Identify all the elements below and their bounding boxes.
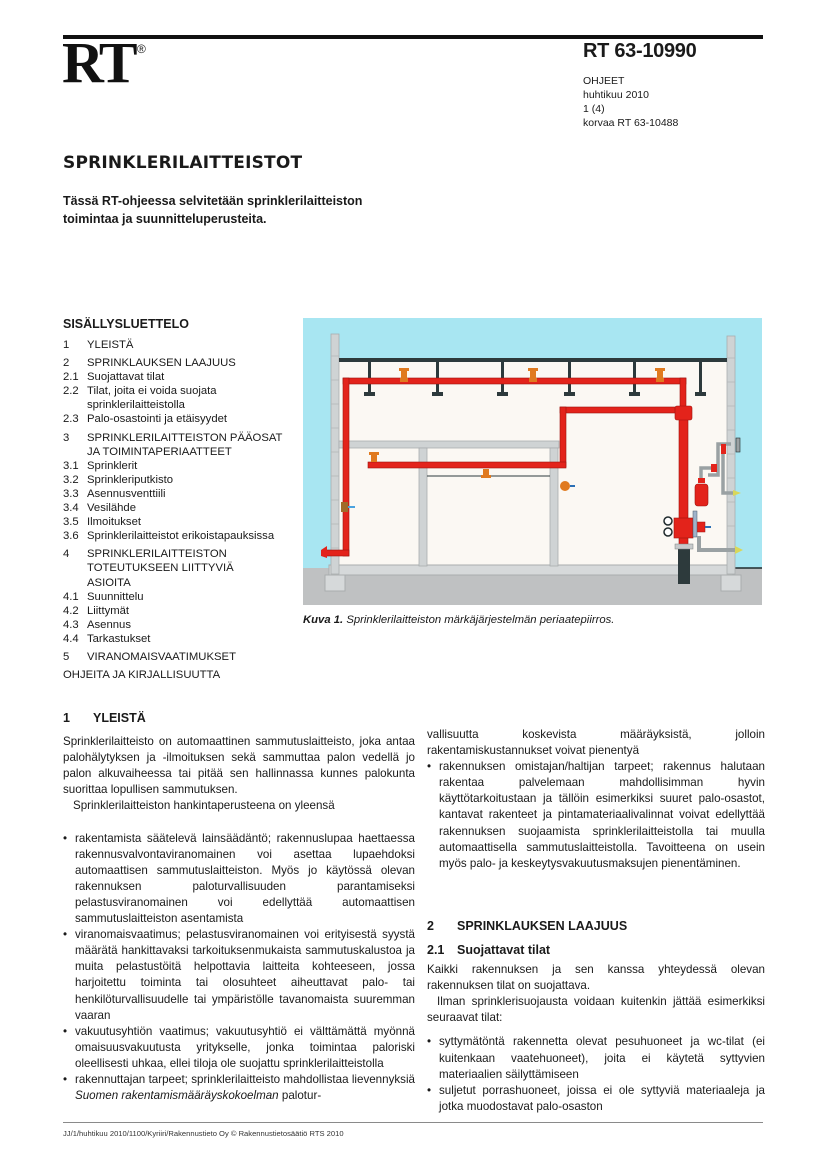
caption-text: Sprinklerilaitteiston märkäjärjestelmän periaatepiirros. xyxy=(346,614,615,626)
paragraph: Sprinklerilaitteisto on automaattinen sammutuslaitteisto, joka antaa palohälytyksen ja -ilmoituksen sekä sammuttaa palon vedellä jo palon alkuvaiheessa tai pitää sen hallinnassa kunnes palokunta suorittaa lopullisen sammutuksen. xyxy=(63,735,415,797)
sprinkler-system-diagram xyxy=(303,318,762,605)
registered-mark: ® xyxy=(137,42,146,56)
subsection-title: Suojattavat tilat xyxy=(457,942,551,957)
body-column-left xyxy=(63,710,415,1104)
list-item: • syttymätöntä rakennetta olevat pesuhuoneet ja wc-tilat (ei kuitenkaan vaatehuoneet), joita ei käytetä syttyvien materiaalien säilyttämiseen xyxy=(427,1034,765,1082)
toc-label: SPRINKLAUKSEN LAAJUUS xyxy=(87,357,236,370)
toc-item[interactable] xyxy=(63,338,303,352)
section-title: SPRINKLAUKSEN LAAJUUS xyxy=(457,918,628,933)
replaces-note: korvaa RT 63-10488 xyxy=(583,117,679,129)
list-item xyxy=(63,1072,415,1104)
toc-num: 2.3 xyxy=(63,413,79,426)
doc-date: huhtikuu 2010 xyxy=(583,89,649,101)
toc-item[interactable] xyxy=(63,590,303,604)
toc-item[interactable] xyxy=(63,650,303,664)
toc-num: 4.3 xyxy=(63,618,79,631)
toc-title: SISÄLLYSLUETTELO xyxy=(63,317,189,331)
list-item: • rakentamista säätelevä lainsäädäntö; rakennuslupaa haettaessa rakennusvalvontaviranomainen voi asettaa lupaehdoksi automaattisen sammutuslaitteiston. Myös jo käytössä olevan rakennuksen paloturvallisuuden parantamiseksi pelastusviranomainen voi edellyttää automaattisen sammutuslaitteiston asentamista xyxy=(63,831,415,928)
toc-label: Liittymät xyxy=(87,604,130,617)
toc-item[interactable] xyxy=(63,412,303,426)
toc-num: 5 xyxy=(63,650,70,663)
section-number: 2 xyxy=(427,918,434,933)
document-meta xyxy=(583,74,678,130)
toc-item[interactable] xyxy=(63,618,303,632)
toc-label: Asennus xyxy=(87,618,131,631)
subsection-heading xyxy=(427,942,765,958)
lead-paragraph: Tässä RT-ohjeessa selvitetään sprinklerilaitteiston toimintaa ja suunnitteluperusteita. xyxy=(63,194,363,226)
subsection-number: 2.1 xyxy=(427,942,445,957)
section-title: YLEISTÄ xyxy=(93,711,146,725)
toc-item[interactable] xyxy=(63,547,303,589)
toc-num: 3.6 xyxy=(63,530,79,543)
toc-num: 3.5 xyxy=(63,516,79,529)
section-number: 1 xyxy=(63,711,70,725)
toc-num: 3 xyxy=(63,431,70,444)
toc-item[interactable] xyxy=(63,473,303,487)
toc-label: Asennusventtiili xyxy=(87,487,166,500)
doc-type: OHJEET xyxy=(583,75,625,87)
toc-num: 3.2 xyxy=(63,473,79,486)
list-item: • viranomaisvaatimus; pelastusviranomainen voi erityisestä syystä määrätä hankittavaksi tarkoituksenmukaista sammutuskalustoa ja muita pelastustöitä helpottavia laitteita kohteeseen, jossa harjoitettu toiminta tai olosuhteet aiheuttavat palo- tai henkilöturvallisuudelle tai ympäristölle tavanomaista suuremman vaaran xyxy=(63,927,415,1024)
toc-num: 2.1 xyxy=(63,371,79,384)
toc-num: 3.3 xyxy=(63,487,79,500)
toc-label: Suunnittelu xyxy=(87,590,144,603)
list-item-text: palotur- xyxy=(281,1089,322,1103)
toc-item[interactable] xyxy=(63,501,303,515)
toc-num: 4.1 xyxy=(63,590,79,603)
list-item: • rakennuksen omistajan/haltijan tarpeet; rakennus halutaan rakentaa palvelemaan mahdollisimman hyvin käyttötarkoitustaan ja tällöin esimerkiksi suuret palo-osastot, kantavat rakenteet ja pintamateriaalivalinnat voivat edellyttää rakennuksen suojaamista sprinklerilaitteistolla tai muulla automaattisella sammutuslaitteistolla. Tavoitteena on usein myös palo- ja keskeytysvakuutusmaksujen pienentäminen. xyxy=(427,759,765,872)
footer-text: JJ/1/huhtikuu 2010/1100/Kyriiri/Rakennustieto Oy © Rakennustietosäätiö RTS 2010 xyxy=(63,1129,344,1138)
toc-label: Vesilähde xyxy=(87,502,136,515)
toc-num: 4 xyxy=(63,548,70,561)
toc-label: YLEISTÄ xyxy=(87,339,134,351)
toc-num: 3.4 xyxy=(63,502,79,515)
toc-label: Ilmoitukset xyxy=(87,516,141,529)
toc-label: Tilat, joita ei voida suojata sprinklerilaitteistolla xyxy=(87,385,217,412)
paragraph: Ilman sprinklerisuojausta voidaan kuitenkin jättää esimerkiksi seuraavat tilat: xyxy=(427,995,765,1025)
list-item-italic: Suomen rakentamismääräyskokoelman xyxy=(75,1089,279,1103)
toc-label: Palo-osastointi ja etäisyydet xyxy=(87,413,228,426)
toc-item[interactable] xyxy=(63,384,303,412)
toc-label: Sprinkleriputkisto xyxy=(87,473,174,486)
caption-label: Kuva 1. xyxy=(303,614,344,626)
toc-label: OHJEITA JA KIRJALLISUUTTA xyxy=(63,669,221,682)
toc-num: 4.4 xyxy=(63,632,79,645)
list-item-continuation: vallisuutta koskevista määräyksistä, jolloin rakentamiskustannukset voivat pienentyä xyxy=(427,728,765,758)
table-of-contents xyxy=(63,338,303,682)
toc-item[interactable] xyxy=(63,487,303,501)
toc-label: Tarkastukset xyxy=(87,632,151,645)
bullet-list xyxy=(427,727,765,872)
paragraph: Sprinklerilaitteiston hankintaperusteena on yleensä xyxy=(73,799,335,813)
page-title: SPRINKLERILAITTEISTOT xyxy=(63,153,303,173)
toc-item[interactable] xyxy=(63,431,303,459)
paragraph: Kaikki rakennuksen ja sen kanssa yhteydessä olevan rakennuksen tilat on suojattava. xyxy=(427,963,765,993)
toc-item-extra[interactable] xyxy=(63,668,303,682)
section-heading xyxy=(63,710,415,726)
toc-label: Sprinklerit xyxy=(87,459,138,472)
list-item-text: rakennuttajan tarpeet; sprinklerilaitteisto mahdollistaa lievennyksiä xyxy=(75,1072,415,1086)
toc-label: Sprinklerilaitteistot erikoistapauksissa xyxy=(87,530,275,543)
toc-item[interactable] xyxy=(63,515,303,529)
toc-label: SPRINKLERILAITTEISTON PÄÄOSAT JA TOIMINTAPERIAATTEET xyxy=(87,431,283,458)
toc-label: Suojattavat tilat xyxy=(87,371,165,384)
page-number: 1 (4) xyxy=(583,103,605,115)
footer-rule xyxy=(63,1122,763,1123)
toc-item[interactable] xyxy=(63,459,303,473)
toc-num: 2 xyxy=(63,357,70,370)
rt-logo: RT xyxy=(62,30,135,95)
toc-num: 1 xyxy=(63,339,70,351)
toc-label: VIRANOMAISVAATIMUKSET xyxy=(87,650,236,663)
figure-caption xyxy=(303,614,614,626)
document-number: RT 63-10990 xyxy=(583,40,697,62)
toc-num: 2.2 xyxy=(63,385,79,398)
toc-num: 4.2 xyxy=(63,604,79,617)
toc-item[interactable] xyxy=(63,632,303,646)
section-heading xyxy=(427,918,765,934)
toc-num: 3.1 xyxy=(63,459,79,472)
list-item: • suljetut porrashuoneet, joissa ei ole syttyviä materiaaleja ja jotka muodostavat palo-osaston xyxy=(427,1083,765,1115)
list-item: • vakuutusyhtiön vaatimus; vakuutusyhtiö ei välttämättä myönnä omaisuusvakuutusta yritykselle, jonka toimintaa paloriski oleellisesti uhkaa, ellei tiloja ole suojattu sprinklerilaitteistolla xyxy=(63,1024,415,1072)
toc-item[interactable] xyxy=(63,370,303,384)
body-column-right xyxy=(427,727,765,1115)
top-rule xyxy=(63,35,763,39)
toc-label: SPRINKLERILAITTEISTON TOTEUTUKSEEN LIITTYVIÄ ASIOITA xyxy=(87,548,234,589)
toc-item[interactable] xyxy=(63,356,303,370)
bullet-list xyxy=(63,831,415,1105)
toc-item[interactable] xyxy=(63,604,303,618)
toc-item[interactable] xyxy=(63,529,303,543)
bullet-list xyxy=(427,1034,765,1114)
